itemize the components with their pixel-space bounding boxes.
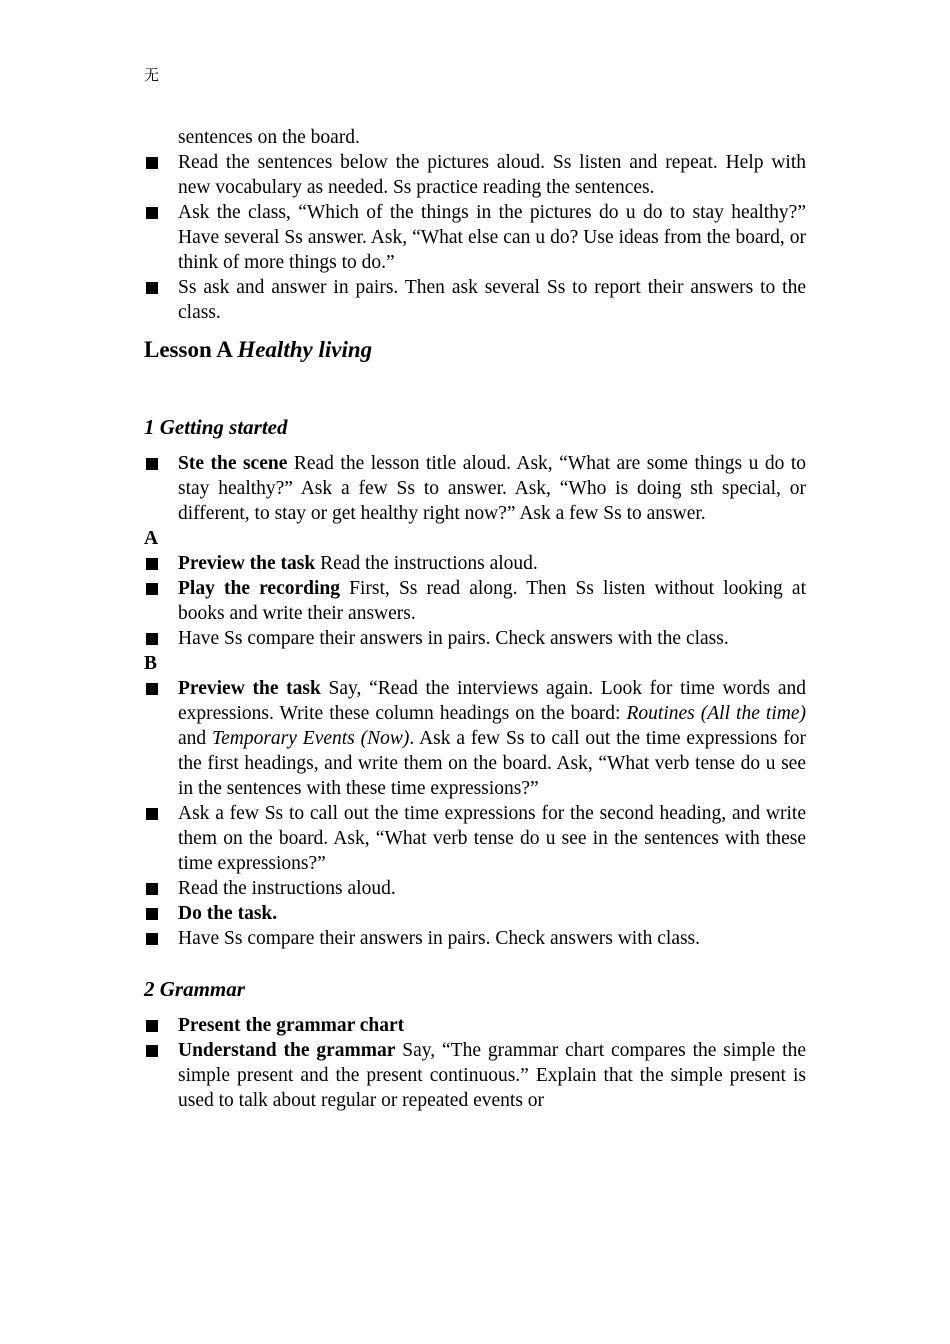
list-item <box>144 275 806 325</box>
bullet-text: Read the lesson title aloud. Ask, “What are some things u do to stay healthy?” Ask a few Ss to answer. Ask, “Who is doing sth special, or different, to stay or get healthy right now?” Ask a few Ss to answer. <box>178 453 806 524</box>
bullet-text: . Ask a few Ss to call out the time expressions for the first headings, and write them on the board. Ask, “What verb tense do u see in the sentences with these time expressions?” <box>178 728 806 799</box>
bullet-square-icon <box>146 908 158 920</box>
part-letter-b: B <box>144 653 158 674</box>
bullet-lead: Do the task. <box>178 903 278 924</box>
document-body <box>144 125 806 1113</box>
list-item <box>144 150 806 200</box>
bullet-square-icon <box>146 633 158 645</box>
list-item <box>144 451 806 526</box>
scene-bullet-list <box>144 451 806 526</box>
bullet-text: and <box>178 728 213 749</box>
list-item <box>144 1013 806 1038</box>
bullet-text: Read the instructions aloud. <box>315 553 538 574</box>
bullet-text: Ss ask and answer in pairs. Then ask several Ss to report their answers to the class. <box>178 277 806 323</box>
bullet-text: Have Ss compare their answers in pairs. Check answers with the class. <box>178 628 729 649</box>
bullet-square-icon <box>146 282 158 294</box>
bullet-text: Say, “The grammar chart compares the simple the simple present and the present continuous.” Explain that the simple present is used to talk about regular or repeated events or <box>178 1040 806 1111</box>
bullet-lead: Understand the grammar <box>178 1040 396 1061</box>
bullet-square-icon <box>146 1045 158 1057</box>
list-item <box>144 876 806 901</box>
bullet-square-icon <box>146 1020 158 1032</box>
list-item <box>144 901 806 926</box>
list-item <box>144 576 806 626</box>
bullet-text: Ask a few Ss to call out the time expressions for the second heading, and write them on the board. Ask, “What verb tense do u see in the sentences with these time expressions?” <box>178 803 806 874</box>
bullet-square-icon <box>146 458 158 470</box>
list-item <box>144 626 806 651</box>
part-a-bullet-list <box>144 551 806 651</box>
column-heading-routines: Routines (All the time) <box>626 703 806 724</box>
bullet-square-icon <box>146 883 158 895</box>
bullet-square-icon <box>146 583 158 595</box>
part-b-bullet-list <box>144 676 806 951</box>
bullet-text: Ask the class, “Which of the things in the pictures do u do to stay healthy?” Have several Ss answer. Ask, “What else can u do? Use ideas from the board, or think of more things to do.” <box>178 202 806 273</box>
bullet-text: Have Ss compare their answers in pairs. Check answers with class. <box>178 928 701 949</box>
column-heading-temporary: Temporary Events (Now) <box>212 728 410 749</box>
bullet-square-icon <box>146 683 158 695</box>
bullet-square-icon <box>146 207 158 219</box>
bullet-square-icon <box>146 933 158 945</box>
bullet-square-icon <box>146 808 158 820</box>
intro-bullet-list <box>144 150 806 325</box>
lesson-title <box>144 335 806 365</box>
list-item <box>144 676 806 801</box>
continued-text: sentences on the board. <box>178 127 360 148</box>
lesson-name: Healthy living <box>237 337 373 362</box>
bullet-text: Read the sentences below the pictures aloud. Ss listen and repeat. Help with new vocabulary as needed. Ss practice reading the sentences. <box>178 152 806 198</box>
bullet-lead: Ste the scene <box>178 453 288 474</box>
list-item <box>144 926 806 951</box>
list-item <box>144 551 806 576</box>
bullet-square-icon <box>146 558 158 570</box>
bullet-lead: Present the grammar chart <box>178 1015 405 1036</box>
section-title-getting-started: 1 Getting started <box>144 415 288 439</box>
list-item <box>144 1038 806 1113</box>
bullet-text: First, Ss read along. Then Ss listen without looking at books and write their answers. <box>178 578 806 624</box>
bullet-square-icon <box>146 157 158 169</box>
bullet-lead: Play the recording <box>178 578 341 599</box>
lesson-prefix: Lesson A <box>144 337 232 362</box>
section-title-grammar: 2 Grammar <box>144 977 245 1001</box>
bullet-lead: Preview the task <box>178 553 316 574</box>
list-item <box>144 801 806 876</box>
list-item <box>144 200 806 275</box>
grammar-bullet-list <box>144 1013 806 1113</box>
part-letter-a: A <box>144 528 159 549</box>
bullet-text: Read the instructions aloud. <box>178 878 396 899</box>
header-mark: 无 <box>144 68 160 84</box>
bullet-lead: Preview the task <box>178 678 321 699</box>
bullet-text: Say, “Read the interviews again. Look for time words and expressions. Write these column headings on the board: <box>178 678 806 724</box>
